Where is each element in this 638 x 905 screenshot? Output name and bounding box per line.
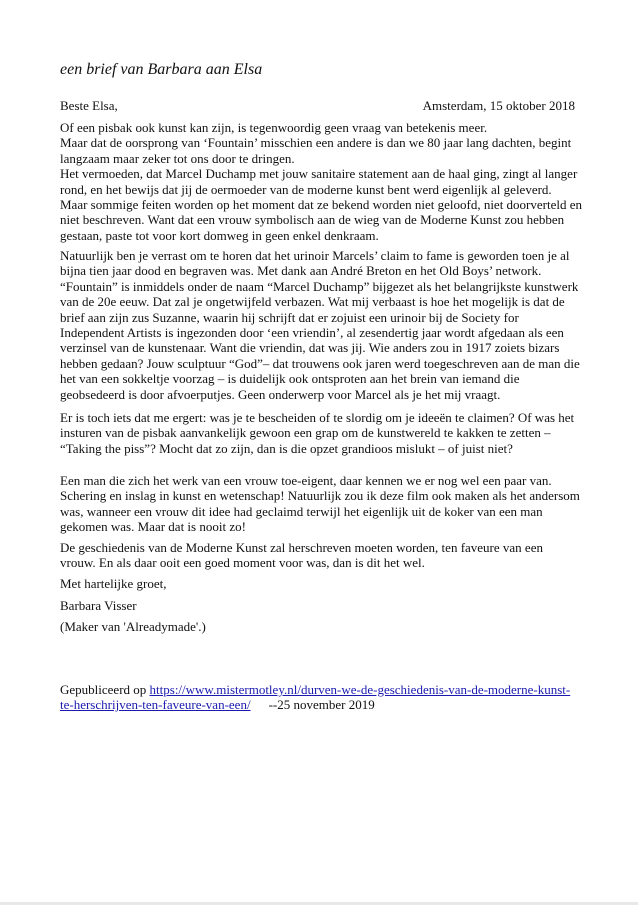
text-line: bijna tien jaar dood en begraven was. Met dank aan André Breton en het Old Boys’ network. xyxy=(60,263,542,279)
text-line: hebben gedaan? Jouw sculptuur “God”– dat trouwens ook jaren werd toegeschreven aan de man die xyxy=(60,355,580,371)
closing-greeting xyxy=(60,576,590,591)
paragraph-5 xyxy=(60,540,590,571)
document-title: een brief van Barbara aan Elsa xyxy=(60,61,263,78)
signature-note xyxy=(60,619,590,634)
publication-line-2 xyxy=(60,697,570,712)
text-line: Met hartelijke groet, xyxy=(60,576,167,591)
text-line: geobsedeerd is door afvoerputjes. Geen onderwerp voor Marcel als je het mij vraagt. xyxy=(60,386,501,402)
text-line: Maar dat de oorsprong van ‘Fountain’ misschien een andere is dan we 80 jaar lang dachten, begint xyxy=(60,135,572,151)
paragraph-3 xyxy=(60,410,590,456)
text-line: vrouw. En als daar ooit een goed moment voor was, dan is dit het wel. xyxy=(60,555,425,571)
text-line: Independent Artists is ingezonden door ‘een vriendin’, al zesendertig jaar wordt afgedaan als een xyxy=(60,324,564,340)
text-line: langzaam maar zeker tot ons door te dringen. xyxy=(60,150,295,166)
text-line: Schering en inslag in kunst en wetenschap! Natuurlijk zou ik deze film ook maken als het andersom xyxy=(60,488,580,504)
text-line: “Fountain” is inmiddels onder de naam “Marcel Duchamp” bijgezet als het belangrijkste kunstwerk xyxy=(60,278,579,294)
text-line: (Maker van 'Alreadymade'.) xyxy=(60,619,206,634)
text-line: De geschiedenis van de Moderne Kunst zal herschreven moeten worden, ten faveure van een xyxy=(60,540,543,555)
publication-line-1 xyxy=(60,682,570,697)
text-line: van de 20e eeuw. Dat zal je ongetwijfeld verbazen. Wat mij verbaast is hoe het mogelijk is dat de xyxy=(60,294,565,310)
text-line: verzinsel van de kunstenaar. Want die vriendin, dat was jij. Wie anders zou in 1917 zoiets bizars xyxy=(60,340,560,356)
dateline: Amsterdam, 15 oktober 2018 xyxy=(422,98,575,113)
paragraph-4 xyxy=(60,473,590,535)
publication-prefix: Gepubliceerd op xyxy=(60,682,150,697)
text-line: Een man die zich het werk van een vrouw toe-eigent, daar kennen we er nog wel een paar van. xyxy=(60,473,552,488)
signature xyxy=(60,598,590,613)
text-line: Er is toch iets dat me ergert: was je te bescheiden of te slordig om je ideeën te claimen? Of was het xyxy=(60,410,575,425)
paragraph-2 xyxy=(60,248,590,402)
text-line: gestaan, paste tot voor kort domweg in geen enkel denkraam. xyxy=(60,227,379,243)
publication-info xyxy=(60,682,570,712)
text-line: “Taking the piss”? Mocht dat zo zijn, dan is die opzet grandioos mislukt – of juist niet? xyxy=(60,440,513,456)
text-line: brief aan zijn zus Suzanne, waarin hij schrijft dat er zojuist een urinoir bij de Society for xyxy=(60,309,519,325)
text-line: Natuurlijk ben je verrast om te horen dat het urinoir Marcels’ claim to fame is geworden toen je al xyxy=(60,248,570,263)
text-line: Barbara Visser xyxy=(60,598,137,613)
text-line: Het vermoeden, dat Marcel Duchamp met jouw sanitaire statement aan de haal ging, zingt al langer xyxy=(60,166,578,182)
text-line: insturen van de pisbak aanvankelijk gewoon een grap om de kunstwereld te kakken te zetten – xyxy=(60,425,551,441)
article-link[interactable]: https://www.mistermotley.nl/durven-we-de-geschiedenis-van-de-moderne-kunst- xyxy=(149,682,571,697)
text-line: niet beschreven. Want dat een vrouw symbolisch aan de wieg van de Moderne Kunst zou hebben xyxy=(60,212,565,228)
article-link-continued[interactable]: te-herschrijven-ten-faveure-van-een/ xyxy=(60,697,251,712)
text-line: Of een pisbak ook kunst kan zijn, is tegenwoordig geen vraag van betekenis meer. xyxy=(60,120,488,135)
text-line: rond, en het bewijs dat jij de oermoeder van de moderne kunst bent werd eigenlijk al geleverd. xyxy=(60,181,552,197)
salutation: Beste Elsa, xyxy=(60,98,118,113)
text-line: was, wanneer een vrouw dit idee had geclaimd terwijl het eigenlijk uit de koker van een man xyxy=(60,503,543,519)
text-line: Maar sommige feiten worden op het moment dat ze bekend worden niet geloofd, niet doorverteld en xyxy=(60,196,582,212)
text-line: het van een sokkeltje voorzag – is duidelijk ook ontsproten aan het brein van iemand die xyxy=(60,371,520,387)
paragraph-1 xyxy=(60,120,590,243)
publication-date: --25 november 2019 xyxy=(268,697,375,712)
text-line: gekomen was. Maar dat is nooit zo! xyxy=(60,519,246,535)
